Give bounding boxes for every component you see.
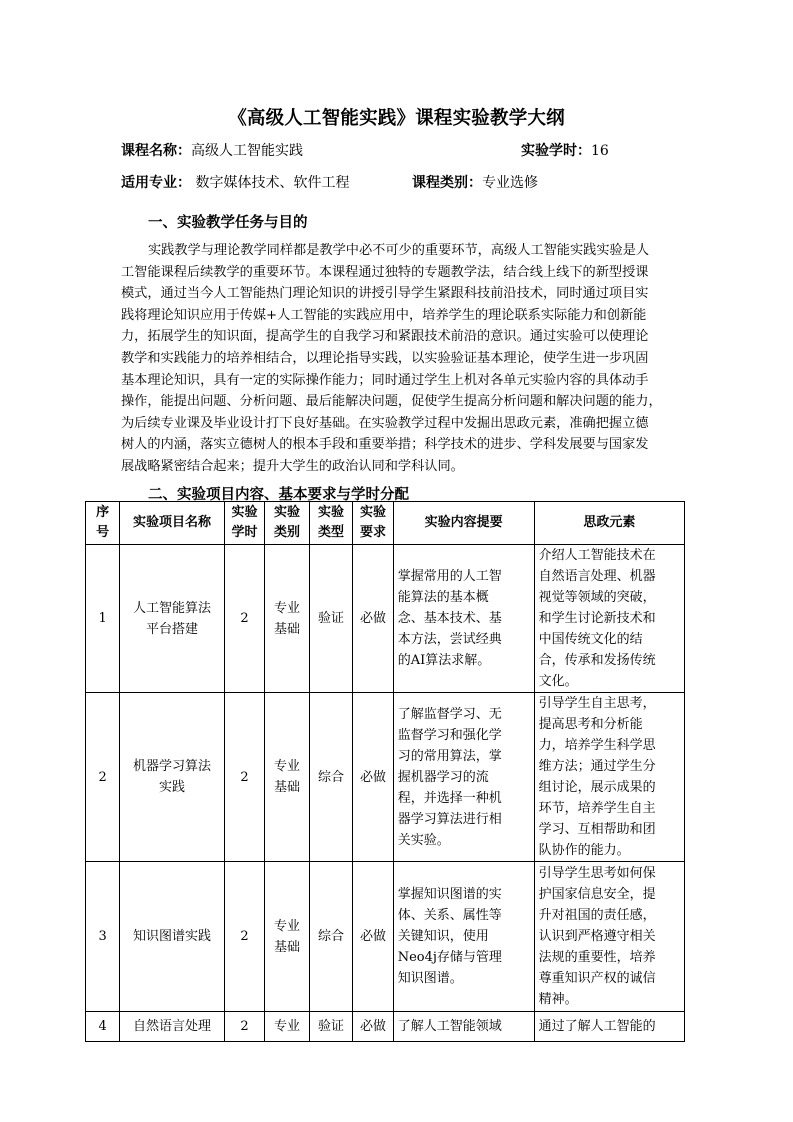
row-category: 专业 基础 <box>265 862 310 1012</box>
paragraph-line: 工智能课程后续教学的重要环节。本课程通过独特的专题教学法，结合线上线下的新型授课 <box>121 264 649 280</box>
paragraph-line: 操作，能提出问题、分析问题、最后能解决问题，促使学生提高分析问题和解决问题的能力， <box>121 394 662 410</box>
row-name: 自然语言处理 <box>120 1012 225 1042</box>
row-type: 验证 <box>309 545 353 693</box>
row-no: 3 <box>86 862 120 1012</box>
row-no: 4 <box>86 1012 120 1042</box>
document-title: 《高级人工智能实践》课程实验教学大纲 <box>228 108 565 129</box>
course-major-value: 数字媒体技术、软件工程 <box>191 175 350 191</box>
row-ideology: 通过了解人工智能的 <box>534 1012 684 1042</box>
row-ideology: 引导学生思考如何保 护国家信息安全，提 升对祖国的责任感， 认识到严格遵守相关 法规的重要性，培养 尊重知识产权的诚信 精神。 <box>534 862 684 1012</box>
section-1-heading: 一、实验教学任务与目的 <box>148 215 308 231</box>
paragraph-line: 为后续专业课及毕业设计打下良好基础。在实验教学过程中发掘出思政元素，准确把握立德 <box>121 415 649 431</box>
row-ideology: 介绍人工智能技术在 自然语言处理、机器 视觉等领域的突破， 和学生讨论新技术和 中国传统文化的结 合，传承和发扬传统 文化。 <box>534 545 684 693</box>
paragraph-line: 基本理论知识，具有一定的实际操作能力；同时通过学生上机对各单元实验内容的具体动手 <box>121 372 649 388</box>
course-name <box>121 140 303 160</box>
paragraph-line: 践将理论知识应用于传媒+人工智能的实践应用中，培养学生的理论联系实际能力和创新能 <box>121 307 647 323</box>
row-hours: 2 <box>224 693 264 862</box>
section-1-paragraph <box>121 240 676 478</box>
course-hours-label: 实验学时： <box>521 143 591 159</box>
row-type: 综合 <box>309 862 353 1012</box>
row-content: 掌握知识图谱的实 体、关系、属性等 关键知识，使用 Neo4j存储与管理 知识图谱。 <box>393 862 534 1012</box>
paragraph-line: 教学和实践能力的培养相结合，以理论指导实践，以实验验证基本理论，使学生进一步巩固 <box>121 350 649 366</box>
course-hours-value: 16 <box>591 143 609 159</box>
row-hours: 2 <box>224 1012 264 1042</box>
header-ideology: 思政元素 <box>534 502 684 545</box>
course-hours <box>521 140 609 160</box>
course-name-label: 课程名称： <box>121 143 191 159</box>
course-major-label: 适用专业： <box>121 175 191 191</box>
row-requirement: 必做 <box>353 862 393 1012</box>
row-name: 机器学习算法 实践 <box>120 693 225 862</box>
header-name: 实验项目名称 <box>120 502 225 545</box>
paragraph-line: 模式，通过当今人工智能热门理论知识的讲授引导学生紧跟科技前沿技术，同时通过项目实 <box>121 286 649 302</box>
paragraph-line: 实践教学与理论教学同样都是教学中必不可少的重要环节，高级人工智能实践实验是人 <box>148 243 650 258</box>
row-type: 综合 <box>309 693 353 862</box>
row-category: 专业 <box>265 1012 310 1042</box>
course-name-value: 高级人工智能实践 <box>191 143 303 159</box>
paragraph-line: 力，拓展学生的知识面，提高学生的自我学习和紧跟技术前沿的意识。通过实验可以使理论 <box>121 329 649 345</box>
paragraph-line: 展战略紧密结合起来；提升大学生的政治认同和学科认同。 <box>121 458 464 474</box>
row-content: 掌握常用的人工智 能算法的基本概 念、基本技术、基 本方法，尝试经典 的AI算法求解。 <box>393 545 534 693</box>
table-row <box>86 862 685 1012</box>
header-requirement: 实验 要求 <box>353 502 393 545</box>
table-row <box>86 1012 685 1042</box>
row-requirement: 必做 <box>353 1012 393 1042</box>
table-row <box>86 545 685 693</box>
row-content: 了解人工智能领域 <box>393 1012 534 1042</box>
header-category: 实验 类别 <box>265 502 310 545</box>
row-category: 专业 基础 <box>265 693 310 862</box>
course-category-label: 课程类别： <box>412 175 482 191</box>
row-type: 验证 <box>309 1012 353 1042</box>
header-content: 实验内容提要 <box>393 502 534 545</box>
table-row <box>86 693 685 862</box>
row-requirement: 必做 <box>353 545 393 693</box>
experiment-table <box>85 501 685 1042</box>
row-no: 2 <box>86 693 120 862</box>
course-category <box>412 172 538 192</box>
course-major <box>121 172 349 192</box>
row-no: 1 <box>86 545 120 693</box>
row-hours: 2 <box>224 545 264 693</box>
section-2-heading: 二、实验项目内容、基本要求与学时分配 <box>148 487 409 503</box>
header-type: 实验 类型 <box>309 502 353 545</box>
row-hours: 2 <box>224 862 264 1012</box>
row-content: 了解监督学习、无 监督学习和强化学 习的常用算法，掌 握机器学习的流 程，并选择一种机 器学习算法进行相 关实验。 <box>393 693 534 862</box>
row-ideology: 引导学生自主思考， 提高思考和分析能 力，培养学生科学思 维方法；通过学生分 组讨论，展示成果的 环节，培养学生自主 学习、互相帮助和团 队协作的能力。 <box>534 693 684 862</box>
paragraph-line: 树人的内涵，落实立德树人的根本手段和重要举措；科学技术的进步、学科发展要与国家发 <box>121 437 649 453</box>
row-requirement: 必做 <box>353 693 393 862</box>
course-category-value: 专业选修 <box>482 175 538 191</box>
header-hours: 实验 学时 <box>224 502 264 545</box>
header-no: 序 号 <box>86 502 120 545</box>
row-name: 人工智能算法 平台搭建 <box>120 545 225 693</box>
row-name: 知识图谱实践 <box>120 862 225 1012</box>
table-header-row <box>86 502 685 545</box>
row-category: 专业 基础 <box>265 545 310 693</box>
